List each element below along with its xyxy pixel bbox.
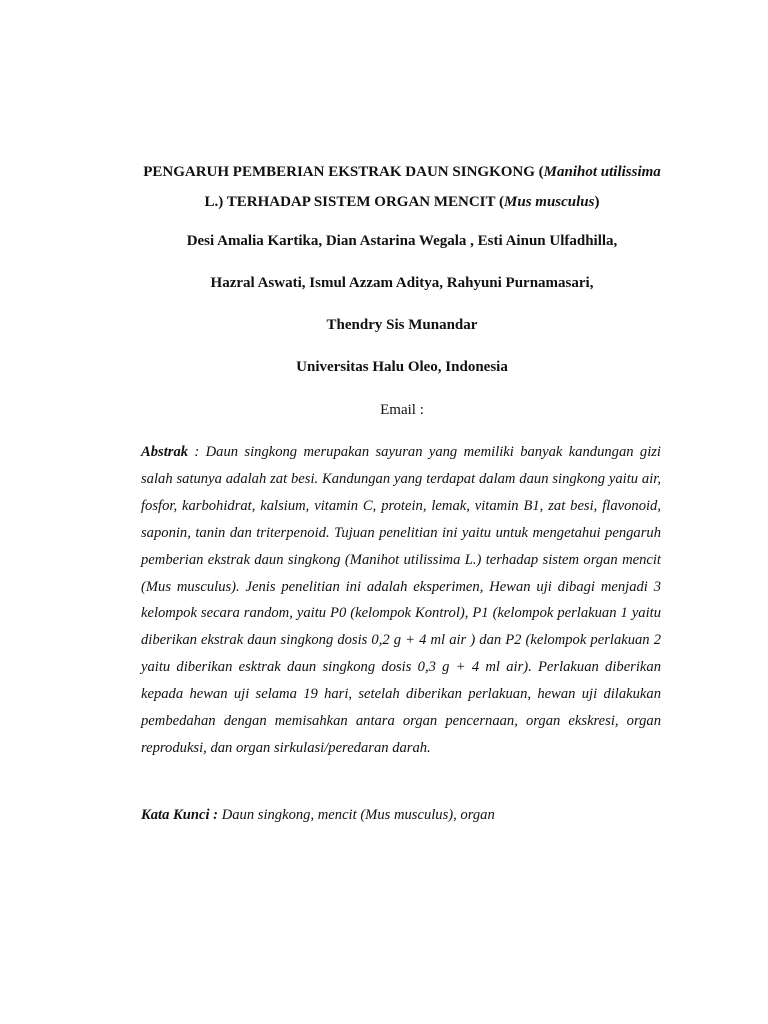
authors-line-3: Thendry Sis Munandar [326,317,478,333]
email-label: Email : [380,402,424,418]
title-part-3: ) [594,194,600,210]
title-species-2: Mus musculus [504,194,595,210]
authors-line-2: Hazral Aswati, Ismul Azzam Aditya, Rahyuni Purnamasari, [210,275,594,291]
title-part-2: L.) TERHADAP SISTEM ORGAN MENCIT ( [204,194,505,210]
abstract [141,439,661,762]
keywords-text: Daun singkong, mencit (Mus musculus), organ [218,807,495,823]
abstract-text: : Daun singkong merupakan sayuran yang memiliki banyak kandungan gizi salah satunya adalah zat besi. Kandungan yang terdapat dalam daun singkong yaitu air, fosfor, karbohidrat, kalsium, vitamin C, protein, lemak, vitamin B1, zat besi, flavonoid, saponin, tanin dan triterpenoid. Tujuan penelitian ini yaitu untuk mengetahui pengaruh pemberian ekstrak daun singkong (Manihot utilissima L.) terhadap sistem organ mencit (Mus musculus). Jenis penelitian ini adalah eksperimen, Hewan uji dibagi menjadi 3 kelompok secara random, yaitu P0 (kelompok Kontrol), P1 (kelompok perlakuan 1 yaitu diberikan ekstrak daun singkong dosis 0,2 g + 4 ml air ) dan P2 (kelompok perlakuan 2 yaitu diberikan esktrak daun singkong dosis 0,3 g + 4 ml air). Perlakuan diberikan kepada hewan uji selama 19 hari, setelah diberikan perlakuan, hewan uji dilakukan pembedahan dengan memisahkan antara organ pencernaan, organ ekskresi, organ reproduksi, dan organ sirkulasi/peredaran darah. [141,444,661,756]
affiliation: Universitas Halu Oleo, Indonesia [296,359,508,375]
authors-line-1: Desi Amalia Kartika, Dian Astarina Wegala , Esti Ainun Ulfadhilla, [186,233,618,249]
paper-title [140,157,664,217]
keywords [141,805,661,825]
title-species-1: Manihot utilissima [543,164,661,180]
abstract-label: Abstrak [141,444,189,460]
title-part-1: PENGARUH PEMBERIAN EKSTRAK DAUN SINGKONG ( [143,164,544,180]
keywords-label: Kata Kunci : [141,807,219,823]
